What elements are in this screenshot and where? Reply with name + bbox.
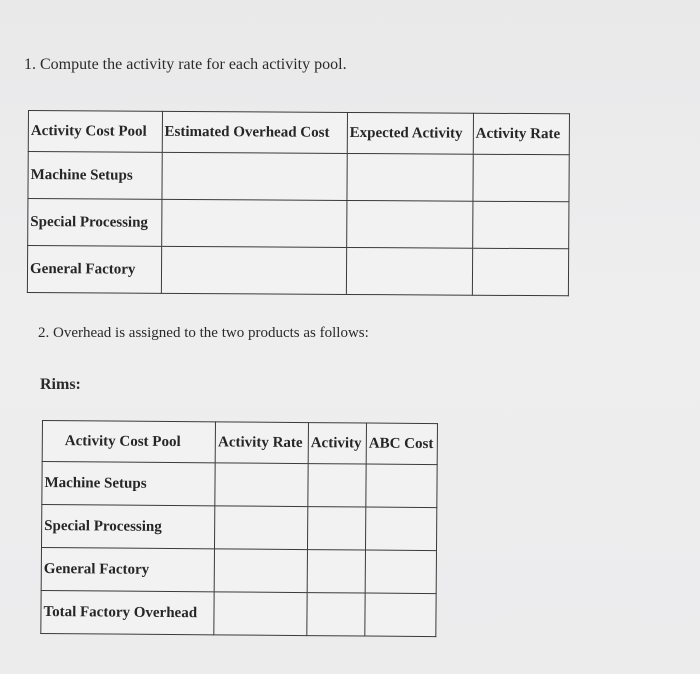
row-label-machine-setups: Machine Setups [42,462,216,506]
cell-activity[interactable] [307,593,365,636]
rims-abc-cost-table [40,420,438,637]
header-activity-cost-pool: Activity Cost Pool [42,421,216,463]
cell-abc-cost[interactable] [366,464,437,508]
cell-expected-activity[interactable] [347,153,473,201]
header-activity-cost-pool: Activity Cost Pool [28,111,162,153]
question-1-text: 1. Compute the activity rate for each activity pool. [24,56,347,73]
cell-expected-activity[interactable] [346,247,472,295]
cell-estimated-overhead-cost[interactable] [162,152,347,200]
cell-activity-rate[interactable] [214,592,307,636]
row-label-machine-setups: Machine Setups [28,152,162,200]
cell-activity-rate[interactable] [472,248,569,296]
table-header-row [42,421,437,465]
cell-estimated-overhead-cost[interactable] [161,199,346,247]
question-2-text: 2. Overhead is assigned to the two products as follows: [38,325,369,341]
cell-activity-rate[interactable] [215,463,308,507]
table-header-row [28,111,569,155]
header-expected-activity: Expected Activity [347,112,473,154]
cell-activity-rate[interactable] [215,506,308,550]
cell-abc-cost[interactable] [365,507,436,551]
cell-activity-rate[interactable] [473,154,570,202]
table-row [42,462,437,508]
product-label-rims: Rims: [40,376,81,393]
cell-activity-rate[interactable] [214,549,307,593]
header-activity-rate: Activity Rate [215,422,308,464]
header-abc-cost: ABC Cost [366,423,437,465]
header-estimated-overhead-cost: Estimated Overhead Cost [162,111,347,153]
cell-activity-rate[interactable] [472,201,569,249]
cell-activity[interactable] [308,464,366,507]
header-activity-rate: Activity Rate [473,113,569,155]
header-activity: Activity [308,423,366,464]
table-row [41,505,436,551]
cell-abc-cost[interactable] [365,550,436,594]
row-label-special-processing: Special Processing [28,199,162,247]
cell-activity[interactable] [307,550,365,593]
table-row [27,246,568,296]
row-label-general-factory: General Factory [27,246,161,294]
cell-activity[interactable] [307,507,365,550]
table-row [41,548,436,594]
row-label-total-factory-overhead: Total Factory Overhead [41,590,215,634]
cell-estimated-overhead-cost[interactable] [161,246,346,294]
table-row [41,590,436,636]
activity-rate-table [27,110,570,296]
table-row [28,152,569,202]
table-row [28,199,569,249]
row-label-special-processing: Special Processing [41,505,215,549]
cell-expected-activity[interactable] [346,200,472,248]
cell-abc-cost[interactable] [365,593,436,637]
row-label-general-factory: General Factory [41,548,215,592]
